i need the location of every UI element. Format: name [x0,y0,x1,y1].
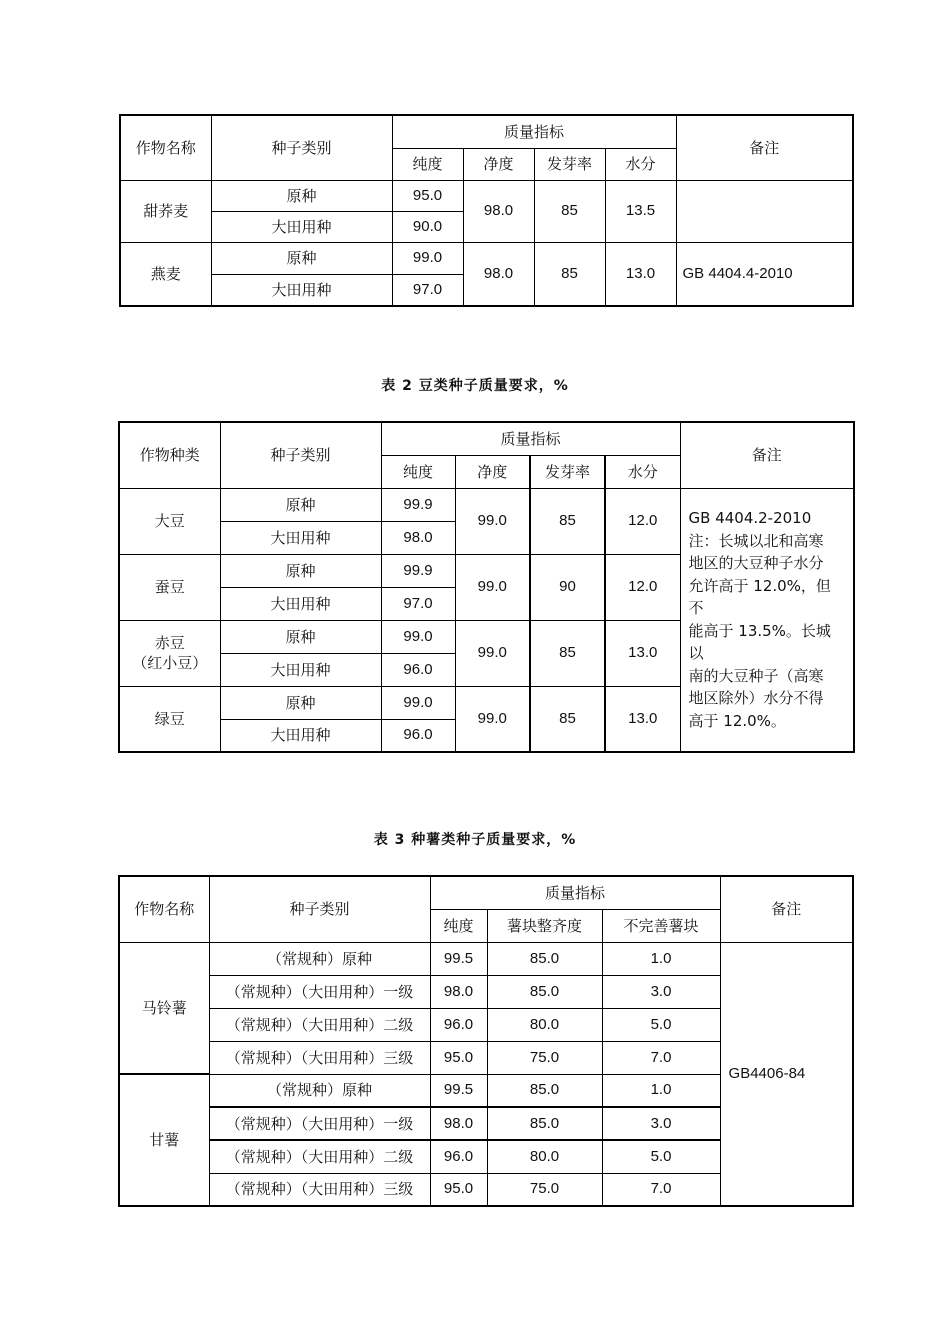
crop-name: 蚕豆 [119,554,220,620]
uniformity-value: 85.0 [487,1107,602,1140]
header-moisture: 水分 [605,455,680,488]
crop-name [119,620,220,686]
remark-line: 能高于 13.5%。长城以 [688,621,831,663]
seed-type: 原种 [211,180,392,211]
germination-value: 85 [530,620,605,686]
remark-line: GB 4404.2-2010 [688,509,812,528]
header-purity: 纯度 [430,909,487,942]
header-uniformity: 薯块整齐度 [487,909,602,942]
header-purity: 纯度 [392,148,463,180]
header-remarks: 备注 [720,876,853,942]
purity-value: 90.0 [392,211,463,242]
uniformity-value: 80.0 [487,1140,602,1173]
purity-value: 99.0 [392,242,463,274]
defective-value: 3.0 [602,975,720,1008]
purity-value: 95.0 [430,1173,487,1206]
uniformity-value: 85.0 [487,1074,602,1107]
cleanliness-value: 99.0 [455,686,530,752]
purity-value: 98.0 [430,1107,487,1140]
purity-value: 99.0 [381,620,455,653]
moisture-value: 12.0 [605,488,680,554]
moisture-value: 13.0 [605,686,680,752]
defective-value: 3.0 [602,1107,720,1140]
table-2-caption: 表 2 豆类种子质量要求，% [381,378,569,394]
header-defective: 不完善薯块 [602,909,720,942]
germination-value: 85 [534,180,605,242]
seed-type: 大田用种 [211,211,392,242]
header-quality: 质量指标 [430,876,720,909]
seed-type: 原种 [211,242,392,274]
crop-name: 甘薯 [119,1074,209,1206]
purity-value: 96.0 [430,1140,487,1173]
table-2-bean-seeds [118,421,855,753]
crop-name: 燕麦 [120,242,211,306]
seed-type: 大田用种 [211,274,392,306]
seed-type: （常规种）（大田用种）三级 [209,1041,430,1074]
crop-name: 马铃薯 [119,942,209,1074]
header-quality: 质量指标 [381,422,680,455]
germination-value: 85 [530,686,605,752]
moisture-value: 13.0 [605,620,680,686]
remark-standard: GB 4404.4-2010 [676,242,853,306]
header-cleanliness: 净度 [455,455,530,488]
germination-value: 90 [530,554,605,620]
seed-type: （常规种）（大田用种）一级 [209,1107,430,1140]
header-purity: 纯度 [381,455,455,488]
seed-type: 大田用种 [220,587,381,620]
seed-type: （常规种）（大田用种）二级 [209,1008,430,1041]
remark-line: 允许高于 12.0%，但不 [688,576,831,618]
remark-line: 地区的大豆种子水分 [688,554,824,573]
cleanliness-value: 99.0 [455,620,530,686]
header-moisture: 水分 [605,148,676,180]
header-germination: 发芽率 [534,148,605,180]
crop-name: 甜荞麦 [120,180,211,242]
germination-value: 85 [530,488,605,554]
purity-value: 96.0 [381,653,455,686]
defective-value: 1.0 [602,942,720,975]
cleanliness-value: 99.0 [455,488,530,554]
moisture-value: 13.0 [605,242,676,306]
header-germination: 发芽率 [530,455,605,488]
header-remarks: 备注 [680,422,854,488]
remark-line: 高于 12.0%。 [688,711,786,730]
uniformity-value: 85.0 [487,975,602,1008]
crop-name: 绿豆 [119,686,220,752]
purity-value: 97.0 [381,587,455,620]
uniformity-value: 85.0 [487,942,602,975]
remark-line: 注：长城以北和高寒 [688,531,824,550]
defective-value: 7.0 [602,1041,720,1074]
purity-value: 95.0 [430,1041,487,1074]
seed-type: 原种 [220,620,381,653]
moisture-value: 13.5 [605,180,676,242]
seed-type: 原种 [220,488,381,521]
table-3-caption: 表 3 种薯类种子质量要求，% [373,832,577,848]
purity-value: 97.0 [392,274,463,306]
crop-name-line: 赤豆 [154,634,185,652]
cleanliness-value: 99.0 [455,554,530,620]
purity-value: 98.0 [381,521,455,554]
purity-value: 95.0 [392,180,463,211]
seed-type: 原种 [220,554,381,587]
purity-value: 99.5 [430,942,487,975]
defective-value: 5.0 [602,1008,720,1041]
header-crop: 作物名称 [120,115,211,180]
remark-cell [676,180,853,242]
purity-value: 99.9 [381,554,455,587]
table-3-potato-seeds [118,875,854,1207]
defective-value: 5.0 [602,1140,720,1173]
purity-value: 99.0 [381,686,455,719]
remark-line: 地区除外）水分不得 [688,689,824,708]
purity-value: 99.5 [430,1074,487,1107]
defective-value: 7.0 [602,1173,720,1206]
cleanliness-value: 98.0 [463,180,534,242]
header-crop: 作物名称 [119,876,209,942]
purity-value: 96.0 [430,1008,487,1041]
crop-name: 大豆 [119,488,220,554]
seed-type: （常规种）（大田用种）三级 [209,1173,430,1206]
seed-type: 大田用种 [220,521,381,554]
seed-type: （常规种）原种 [209,942,430,975]
header-seed-type: 种子类别 [209,876,430,942]
uniformity-value: 80.0 [487,1008,602,1041]
germination-value: 85 [534,242,605,306]
seed-type: 原种 [220,686,381,719]
remark-standard: GB4406-84 [720,942,853,1206]
seed-type: （常规种）（大田用种）一级 [209,975,430,1008]
seed-type: 大田用种 [220,653,381,686]
header-cleanliness: 净度 [463,148,534,180]
header-seed-type: 种子类别 [211,115,392,180]
seed-type: （常规种）（大田用种）二级 [209,1140,430,1173]
moisture-value: 12.0 [605,554,680,620]
seed-type: （常规种）原种 [209,1074,430,1107]
table-1-grain-seeds [119,114,854,307]
header-remarks: 备注 [676,115,853,180]
header-crop: 作物种类 [119,422,220,488]
remark-note [680,488,854,752]
uniformity-value: 75.0 [487,1173,602,1206]
purity-value: 98.0 [430,975,487,1008]
crop-name-line: （红小豆） [132,654,208,672]
header-quality: 质量指标 [392,115,676,148]
cleanliness-value: 98.0 [463,242,534,306]
purity-value: 99.9 [381,488,455,521]
remark-line: 南的大豆种子（高寒 [688,666,824,685]
uniformity-value: 75.0 [487,1041,602,1074]
purity-value: 96.0 [381,719,455,752]
defective-value: 1.0 [602,1074,720,1107]
seed-type: 大田用种 [220,719,381,752]
header-seed-type: 种子类别 [220,422,381,488]
